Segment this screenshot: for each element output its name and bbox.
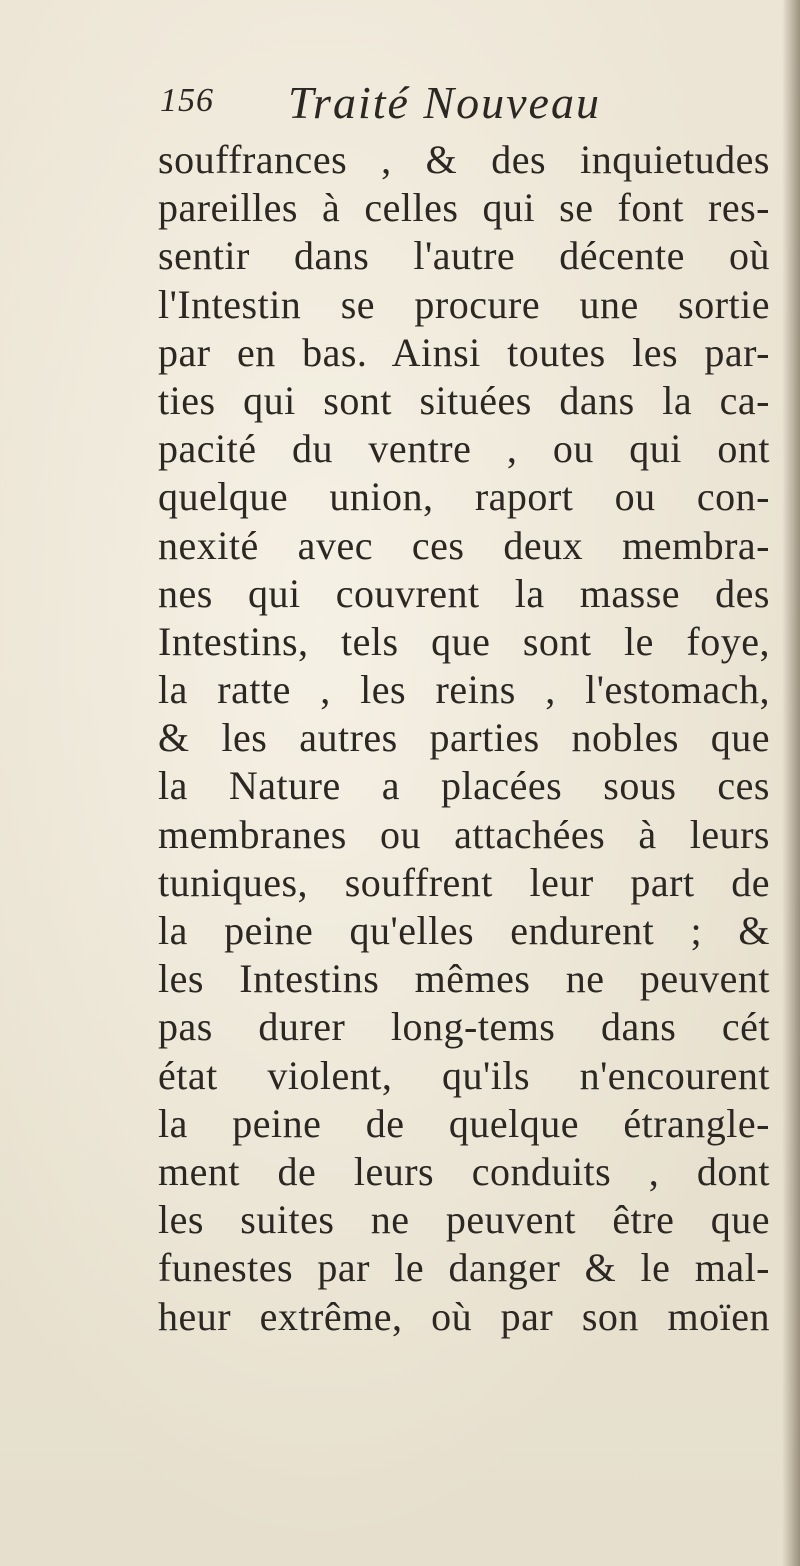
text-line: par en bas. Ainsi toutes les par- <box>158 329 770 375</box>
text-line: l'Intestin se procure une sortie <box>158 281 770 327</box>
text-line: ties qui sont situées dans la ca- <box>158 377 770 423</box>
text-line: membranes ou attachées à leurs <box>158 811 770 857</box>
text-line: pareilles à celles qui se font res- <box>158 185 770 231</box>
text-line: les suites ne peuvent être que <box>158 1197 770 1243</box>
text-line: état violent, qu'ils n'encourent <box>158 1052 770 1098</box>
text-line: funestes par le danger & le mal- <box>158 1245 770 1291</box>
running-title: Traité Nouveau <box>288 77 601 128</box>
text-line: sentir dans l'autre décente où <box>158 233 770 279</box>
text-line: souffrances , & des inquietudes <box>158 137 770 182</box>
text-line: nes qui couvrent la masse des <box>158 570 770 616</box>
text-line: la peine de quelque étrangle- <box>158 1100 770 1146</box>
text-line: pacité du ventre , ou qui ont <box>158 426 770 472</box>
page-gutter-shadow <box>782 0 800 1566</box>
body-text <box>158 136 770 1341</box>
text-line: les Intestins mêmes ne peuvent <box>158 956 770 1002</box>
page-number: 156 <box>160 82 214 119</box>
text-line: la Nature a placées sous ces <box>158 763 770 809</box>
text-line: tuniques, souffrent leur part de <box>158 859 770 905</box>
text-line: la ratte , les reins , l'estomach, <box>158 667 770 713</box>
text-line: la peine qu'elles endurent ; & <box>158 908 770 953</box>
text-line: nexité avec ces deux membra- <box>158 522 770 568</box>
text-line: ment de leurs conduits , dont <box>158 1148 770 1194</box>
page-header <box>160 76 720 136</box>
text-line: Intestins, tels que sont le foye, <box>158 618 770 664</box>
text-line: pas durer long-tems dans cét <box>158 1004 770 1050</box>
text-line: & les autres parties nobles que <box>158 715 770 761</box>
text-line: quelque union, raport ou con- <box>158 474 770 520</box>
text-line: heur extrême, où par son moïen <box>158 1293 770 1339</box>
